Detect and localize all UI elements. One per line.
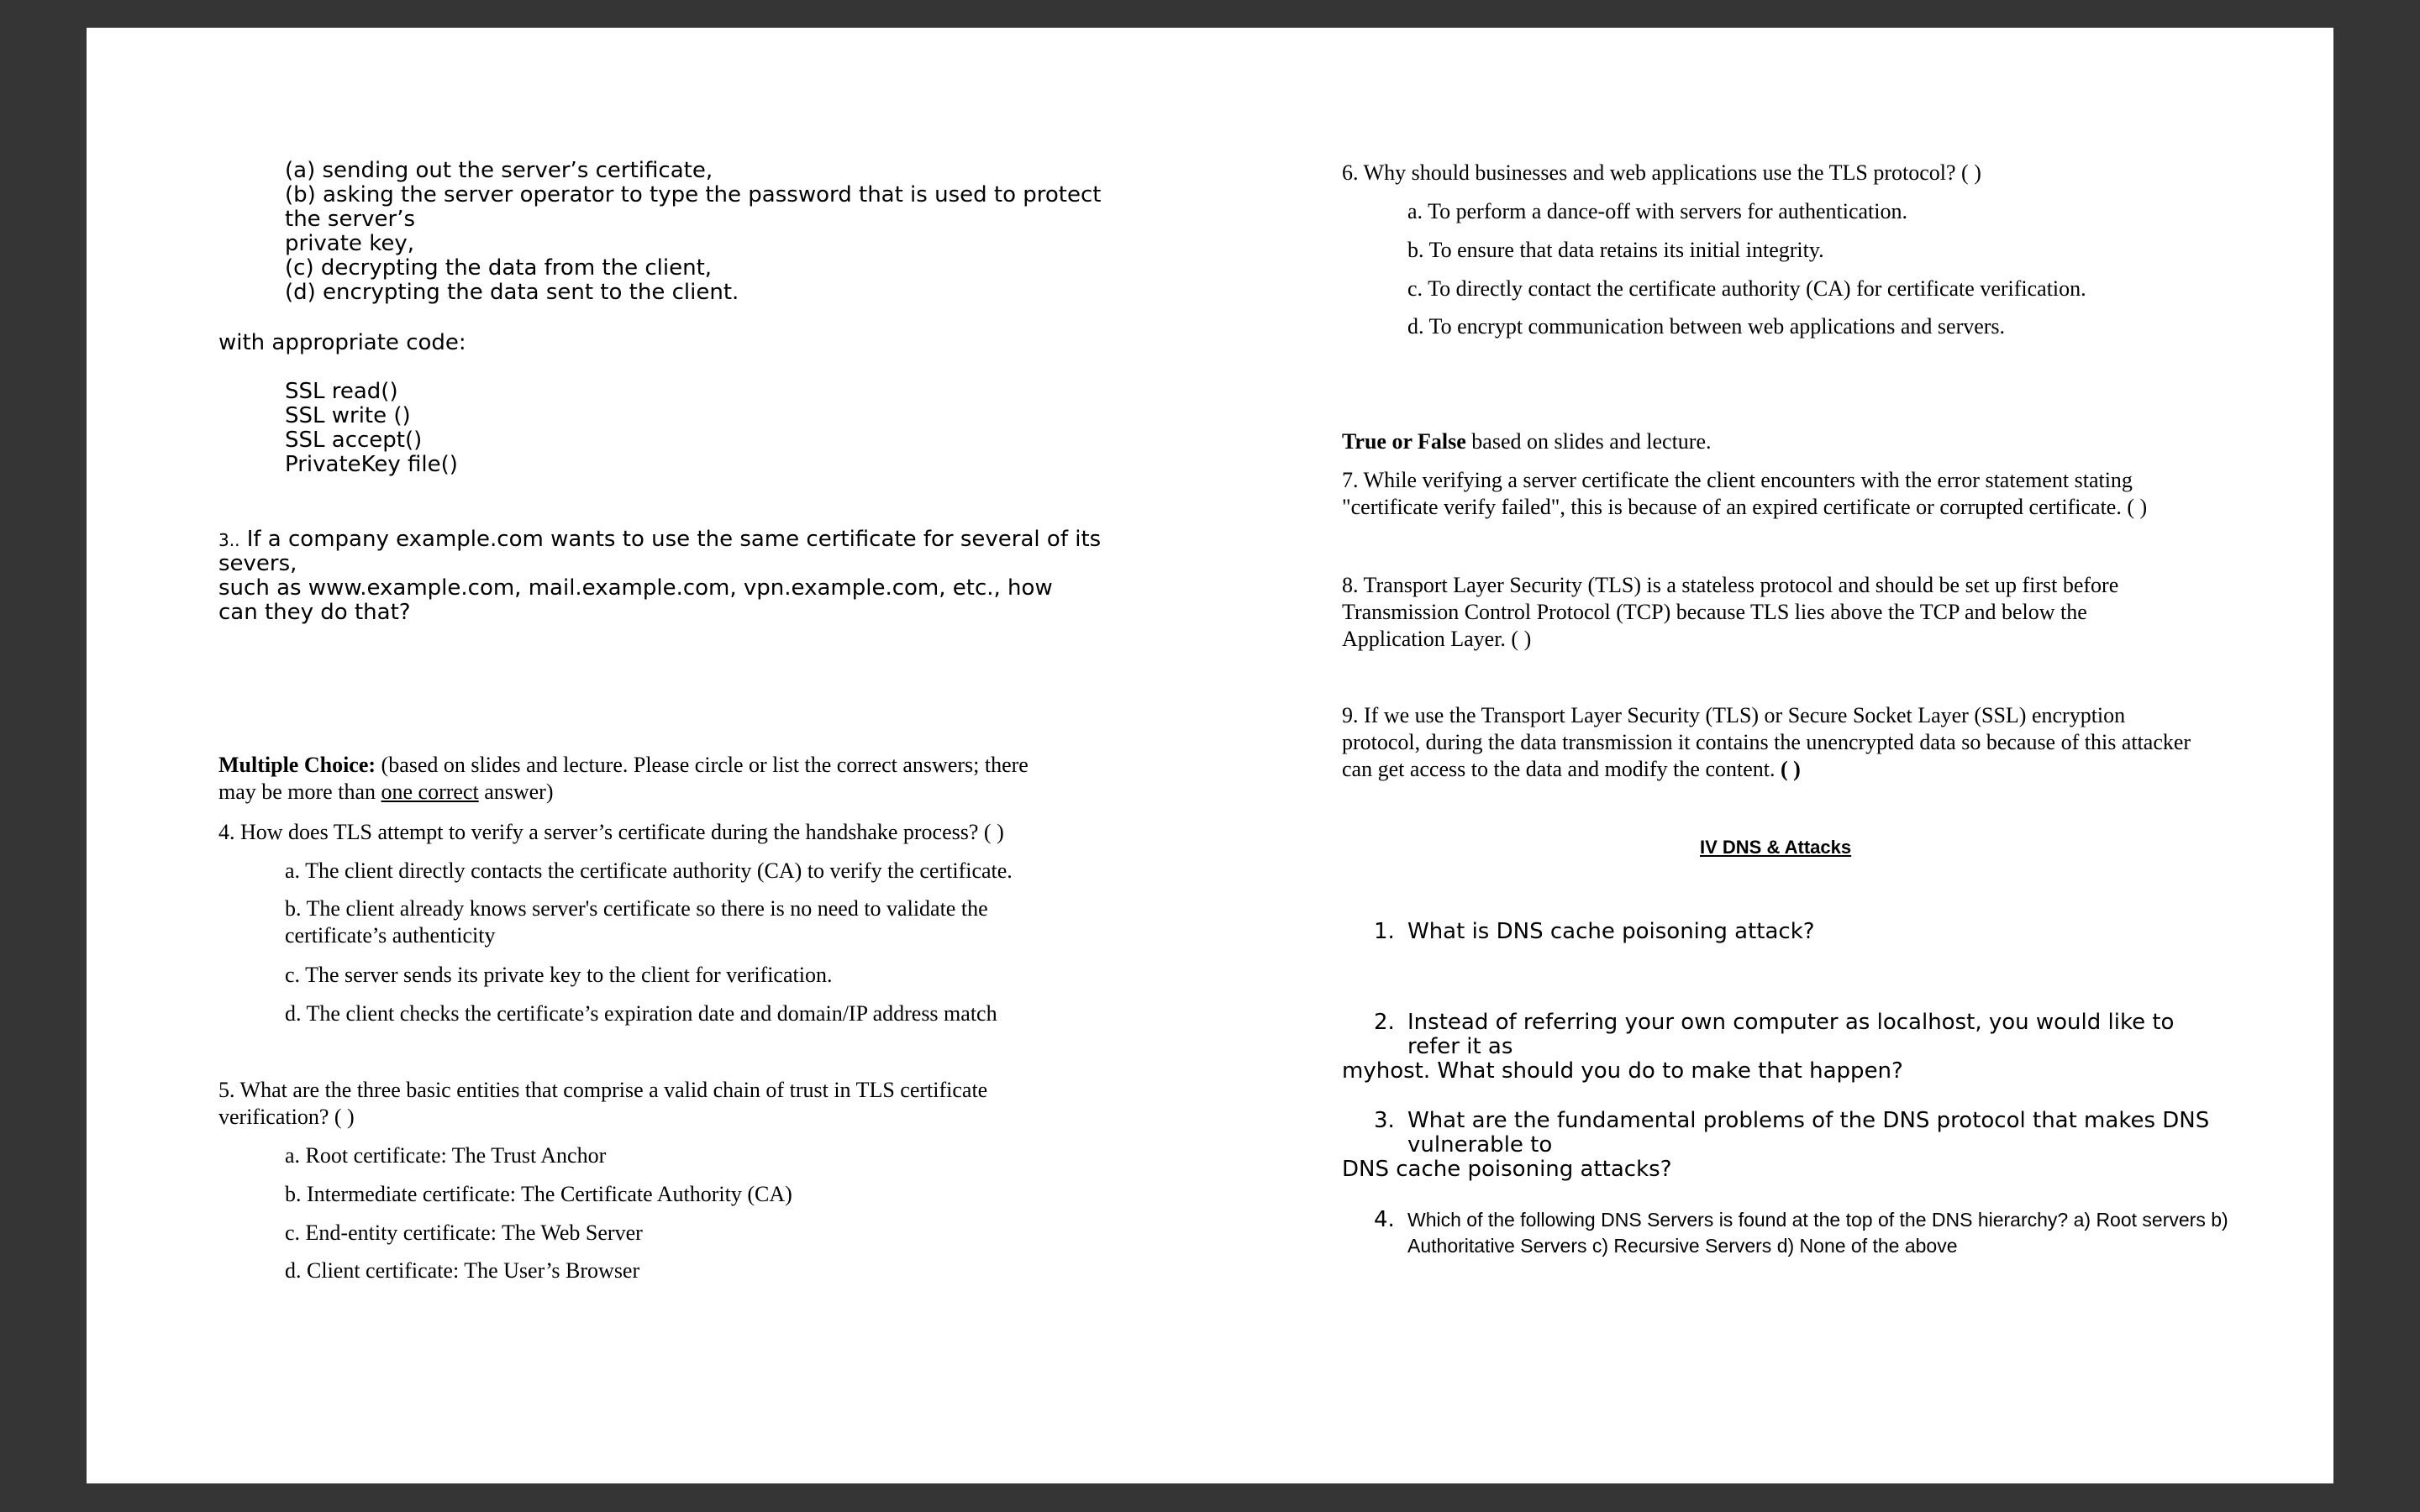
- question-9-line-3: [1342, 756, 1801, 783]
- dns-question-4-line-2: Authoritative Servers c) Recursive Servers d) None of the above: [1407, 1235, 1958, 1257]
- question-3-line-3: such as www.example.com, mail.example.com, vpn.example.com, etc., how: [218, 575, 1053, 601]
- option-c-line: (c) decrypting the data from the client,: [285, 255, 713, 281]
- mc-label: Multiple Choice:: [218, 753, 376, 777]
- document-page: [87, 28, 2333, 1483]
- dns-question-3: [1374, 1109, 2209, 1133]
- mc-text-underlined: one correct: [381, 780, 479, 804]
- question-8: 8. Transport Layer Security (TLS) is a stateless protocol and should be set up first before: [1342, 573, 2119, 597]
- dns-question-4: [1374, 1206, 2228, 1233]
- option-b-line-3: private key,: [285, 231, 414, 256]
- question-4-option-b-line-2: certificate’s authenticity: [285, 923, 496, 948]
- dns-question-3-line-3: DNS cache poisoning attacks?: [1342, 1157, 1672, 1182]
- dns-question-3-number: 3.: [1374, 1108, 1395, 1133]
- code-line: SSL accept(): [285, 428, 423, 453]
- true-false-text: based on slides and lecture.: [1471, 429, 1712, 454]
- question-9-answer-blank: ( ): [1780, 757, 1801, 781]
- question-9-line-2: protocol, during the data transmission it contains the unencrypted data so because of this attacker: [1342, 730, 2191, 754]
- dns-question-1-number: 1.: [1374, 919, 1395, 944]
- question-5-line-2: verification? ( ): [218, 1105, 355, 1129]
- mc-instructions-line-1: [218, 752, 1028, 779]
- question-7: 7. While verifying a server certificate the client encounters with the error statement stating: [1342, 468, 2133, 492]
- true-false-instructions: [1342, 428, 1711, 455]
- question-5-option-b: b. Intermediate certificate: The Certificate Authority (CA): [285, 1182, 792, 1206]
- question-4-option-b: b. The client already knows server's certificate so there is no need to validate the: [285, 896, 988, 921]
- dns-question-2: [1374, 1011, 2174, 1035]
- code-line: SSL read(): [285, 379, 398, 404]
- question-4: 4. How does TLS attempt to verify a server’s certificate during the handshake process? ( ): [218, 820, 1004, 844]
- mc-text-2a: may be more than: [218, 780, 376, 804]
- dns-question-3-line-2: vulnerable to: [1407, 1132, 1553, 1158]
- question-4-option-a: a. The client directly contacts the certificate authority (CA) to verify the certificate.: [285, 858, 1013, 883]
- code-line: PrivateKey file(): [285, 452, 458, 477]
- option-b-line: (b) asking the server operator to type the password that is used to protect: [285, 182, 1102, 207]
- dns-question-1-text: What is DNS cache poisoning attack?: [1407, 919, 1815, 944]
- question-7-line-2: "certificate verify failed", this is because of an expired certificate or corrupted certificate. ( ): [1342, 495, 2148, 519]
- question-5-option-c: c. End-entity certificate: The Web Server: [285, 1221, 643, 1245]
- section-heading: IV DNS & Attacks: [1700, 837, 1852, 858]
- question-5: 5. What are the three basic entities that comprise a valid chain of trust in TLS certificate: [218, 1078, 988, 1102]
- dns-question-2-number: 2.: [1374, 1010, 1395, 1035]
- question-9-text: can get access to the data and modify the content.: [1342, 757, 1776, 781]
- mc-text-2b: answer): [484, 780, 554, 804]
- dns-question-3-text: What are the fundamental problems of the DNS protocol that makes DNS: [1407, 1108, 2210, 1133]
- true-false-label: True or False: [1342, 429, 1466, 454]
- option-d-line: (d) encrypting the data sent to the client.: [285, 280, 739, 305]
- question-5-option-a: a. Root certificate: The Trust Anchor: [285, 1143, 607, 1168]
- question-8-line-2: Transmission Control Protocol (TCP) because TLS lies above the TCP and below the: [1342, 600, 2087, 624]
- dns-question-4-text: Which of the following DNS Servers is found at the top of the DNS hierarchy? a) Root servers b): [1407, 1209, 2228, 1231]
- option-a-line: (a) sending out the server’s certificate,: [285, 158, 713, 183]
- question-3-line-4: can they do that?: [218, 600, 411, 625]
- question-4-option-d: d. The client checks the certificate’s expiration date and domain/IP address match: [285, 1001, 997, 1026]
- question-6-option-d: d. To encrypt communication between web applications and servers.: [1407, 314, 2006, 339]
- question-9: 9. If we use the Transport Layer Security (TLS) or Secure Socket Layer (SSL) encryption: [1342, 703, 2126, 727]
- question-3-line-2: severs,: [218, 551, 297, 576]
- question-3-line-1: If a company example.com wants to use the same certificate for several of its: [246, 527, 1102, 552]
- dns-question-4-number: 4.: [1374, 1207, 1395, 1232]
- option-b-line-2: the server’s: [285, 207, 416, 232]
- question-6-option-c: c. To directly contact the certificate authority (CA) for certificate verification.: [1407, 276, 2086, 301]
- mc-text-1: (based on slides and lecture. Please circle or list the correct answers; there: [381, 753, 1028, 777]
- dns-question-1: [1374, 920, 1815, 944]
- mc-instructions-line-2: [218, 779, 554, 806]
- question-6-option-b: b. To ensure that data retains its initial integrity.: [1407, 238, 1824, 262]
- dns-question-2-line-2: refer it as: [1407, 1034, 1513, 1059]
- code-line: SSL write (): [285, 403, 411, 428]
- code-intro: with appropriate code:: [218, 330, 466, 355]
- dns-question-2-text: Instead of referring your own computer as localhost, you would like to: [1407, 1010, 2175, 1035]
- question-6: 6. Why should businesses and web applications use the TLS protocol? ( ): [1342, 160, 1981, 185]
- question-3-number: 3..: [218, 530, 240, 550]
- question-5-option-d: d. Client certificate: The User’s Browser: [285, 1258, 640, 1283]
- question-8-line-3: Application Layer. ( ): [1342, 627, 1532, 651]
- dns-question-2-line-3: myhost. What should you do to make that happen?: [1342, 1058, 1903, 1084]
- question-6-option-a: a. To perform a dance-off with servers for authentication.: [1407, 199, 1907, 223]
- question-4-option-c: c. The server sends its private key to the client for verification.: [285, 963, 833, 987]
- question-3: [218, 528, 1101, 553]
